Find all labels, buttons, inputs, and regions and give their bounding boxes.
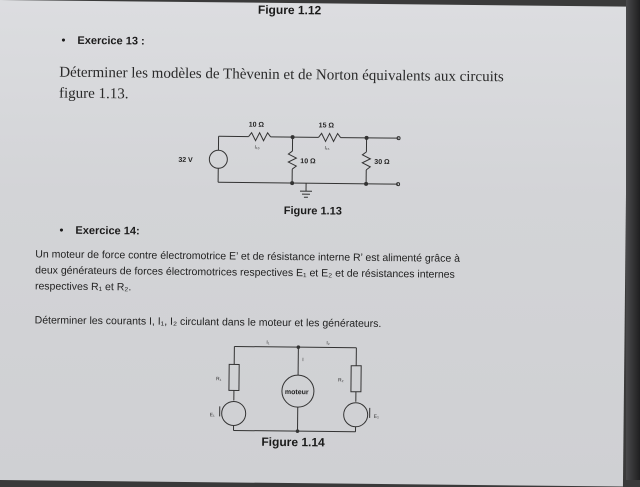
motor-label: moteur xyxy=(285,389,309,396)
i-label: I xyxy=(302,357,303,363)
page-edge-shadow xyxy=(626,0,640,480)
exercise-13-line-2: figure 1.13. xyxy=(59,84,504,110)
exercise-13-heading xyxy=(62,35,145,48)
r1-label: 10 Ω xyxy=(249,122,265,129)
exercise-14-paragraph-2: Déterminer les courants I, I₁, I₂ circulant dans le moteur et les générateurs. xyxy=(35,312,382,332)
figure-1-14-caption: Figure 1.14 xyxy=(261,435,325,450)
exercise-13-text xyxy=(59,63,504,110)
e1-source-icon xyxy=(222,401,246,425)
r1-resistor-icon xyxy=(229,364,239,390)
r2-label: 15 Ω xyxy=(319,122,335,129)
bullet-icon: • xyxy=(60,225,64,237)
resistor-15-icon xyxy=(319,133,341,141)
circuit-1-14 xyxy=(205,336,396,438)
exercise-14-heading xyxy=(60,225,140,238)
exercise-13-heading-text: Exercice 13 : xyxy=(77,35,144,48)
figure-1-12-caption: Figure 1.12 xyxy=(258,3,322,18)
exercise-14-line-2: deux générateurs de forces électromotrices respectives E₁ et E₂ et de résistances internes xyxy=(35,262,460,282)
r1-label: R₁ xyxy=(216,376,222,382)
circuit-1-13 xyxy=(168,114,419,207)
resistor-10-icon xyxy=(249,133,271,141)
exercise-14-line-3: respectives R₁ et R₂. xyxy=(35,278,460,298)
figure-1-13-caption: Figure 1.13 xyxy=(284,205,342,218)
r3-label: 10 Ω xyxy=(300,158,316,165)
e1-label: E₁ xyxy=(210,412,215,418)
e2-label: E₂ xyxy=(374,414,379,420)
exercise-13-line-1: Déterminer les modèles de Thèvenin et de Norton équivalents aux circuits xyxy=(59,63,504,89)
r2-label: R₂ xyxy=(338,378,344,384)
exercise-14-heading-text: Exercice 14: xyxy=(75,225,139,238)
bullet-icon: • xyxy=(62,35,66,47)
voltage-source-icon xyxy=(209,150,227,168)
resistor-30-vertical-icon xyxy=(362,152,370,170)
e2-source-icon xyxy=(344,403,368,427)
r2-current-label: I₁₅ xyxy=(324,145,329,151)
r4-label: 30 Ω xyxy=(374,159,390,166)
r2-resistor-icon xyxy=(351,366,361,392)
exercise-14-line-1: Un moteur de force contre électromotrice E’ et de résistance interne R’ est alimenté grâce à xyxy=(35,246,460,266)
source-label: 32 V xyxy=(178,157,193,164)
i1-label: I₁ xyxy=(266,340,269,346)
resistor-10-vertical-icon xyxy=(288,151,296,169)
exercise-14-paragraph-1 xyxy=(35,246,460,298)
r1-current-label: I₁₀ xyxy=(254,145,259,151)
i2-label: I₂ xyxy=(326,340,329,346)
